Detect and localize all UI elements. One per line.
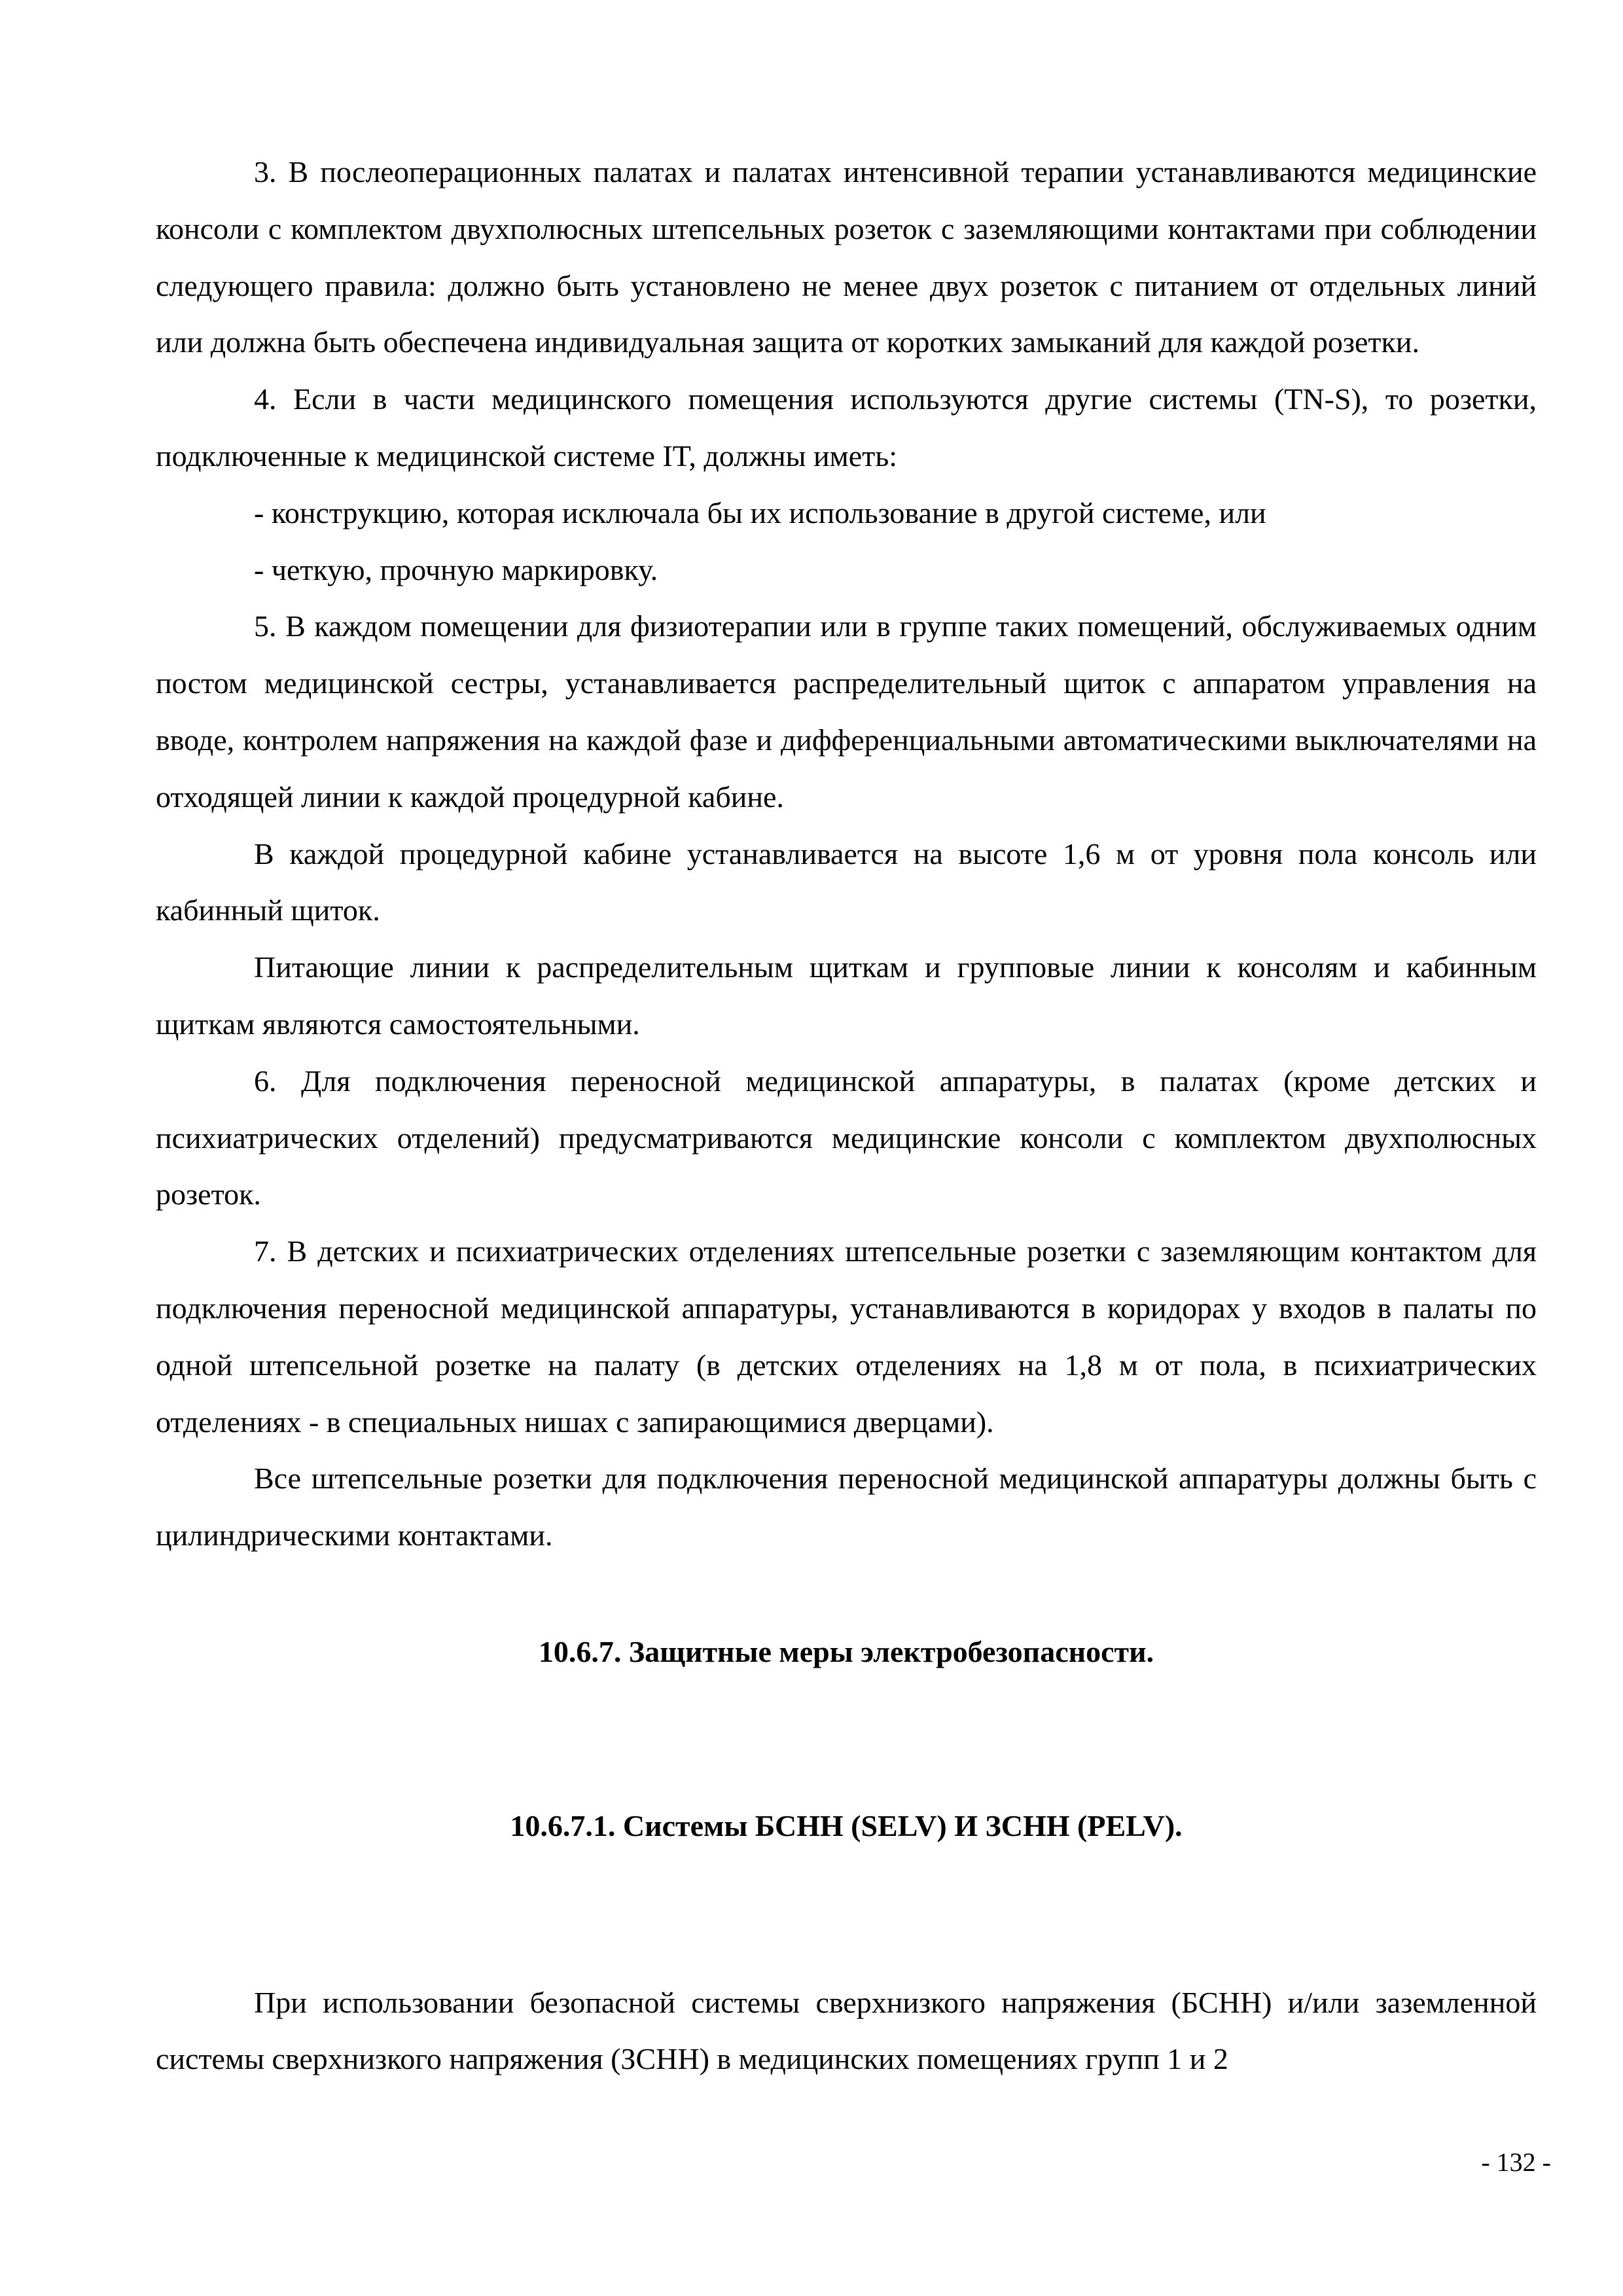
paragraph-cabin-height: В каждой процедурной кабине устанавливается на высоте 1,6 м от уровня пола консоль или кабинный щиток. (156, 836, 1537, 927)
paragraph-item-7-children: 7. В детских и психиатрических отделениях штепсельные розетки с заземляющим контактом для подключения переносной медицинской аппаратуры, устанавливаются в коридорах у входов в палаты по одной штепсельной розетке на палату (в детских отделениях на 1,8 м от пола, в психиатрических отделениях - в специальных нишах с запирающимися дверцами). (156, 1234, 1537, 1439)
paragraph-item-6-portable: 6. Для подключения переносной медицинской аппаратуры, в палатах (кроме детских и психиатрических отделений) предусматриваются медицинские консоли с комплектом двухполюсных розеток. (156, 1064, 1537, 1211)
paragraph-selv-usage: При использовании безопасной системы сверхнизкого напряжения (БСНН) и/или заземленной системы сверхнизкого напряжения (ЗСНН) в медицинских помещениях групп 1 и 2 (156, 1985, 1537, 2076)
paragraph-cylindrical-contacts: Все штепсельные розетки для подключения переносной медицинской аппаратуры должны быть с цилиндрическими контактами. (156, 1462, 1537, 1552)
page-content (156, 144, 1537, 2088)
list-item-construction: - конструкцию, которая исключала бы их использование в другой системе, или (254, 495, 1266, 529)
section-heading-protective-measures: 10.6.7. Защитные меры электробезопасности. (538, 1634, 1154, 1668)
paragraph-item-5-physiotherapy: 5. В каждом помещении для физиотерапии или в группе таких помещений, обслуживаемых одним постом медицинской сестры, устанавливается распределительный щиток с аппаратом управления на вводе, контролем напряжения на каждой фазе и дифференциальными автоматическими выключателями на отходящей линии к каждой процедурной кабине. (156, 609, 1537, 814)
paragraph-item-3-consoles: 3. В послеоперационных палатах и палатах интенсивной терапии устанавливаются медицинские консоли с комплектом двухполюсных штепсельных розеток с заземляющими контактами при соблюдении следующего правила: должно быть установлено не менее двух розеток с питанием от отдельных линий или должна быть обеспечена индивидуальная защита от коротких замыканий для каждой розетки. (156, 155, 1537, 359)
paragraph-supply-lines: Питающие линии к распределительным щиткам и групповые линии к консолям и кабинным щиткам являются самостоятельными. (156, 950, 1537, 1041)
paragraph-item-4-tn-s: 4. Если в части медицинского помещения используются другие системы (TN-S), то розетки, подключенные к медицинской системе IT, должны иметь: (156, 382, 1537, 473)
list-item-marking: - четкую, прочную маркировку. (254, 552, 658, 586)
page-number: - 132 - (1481, 2147, 1551, 2177)
subsection-heading-selv-pelv: 10.6.7.1. Системы БСНН (SELV) И ЗСНН (PELV). (510, 1808, 1183, 1842)
